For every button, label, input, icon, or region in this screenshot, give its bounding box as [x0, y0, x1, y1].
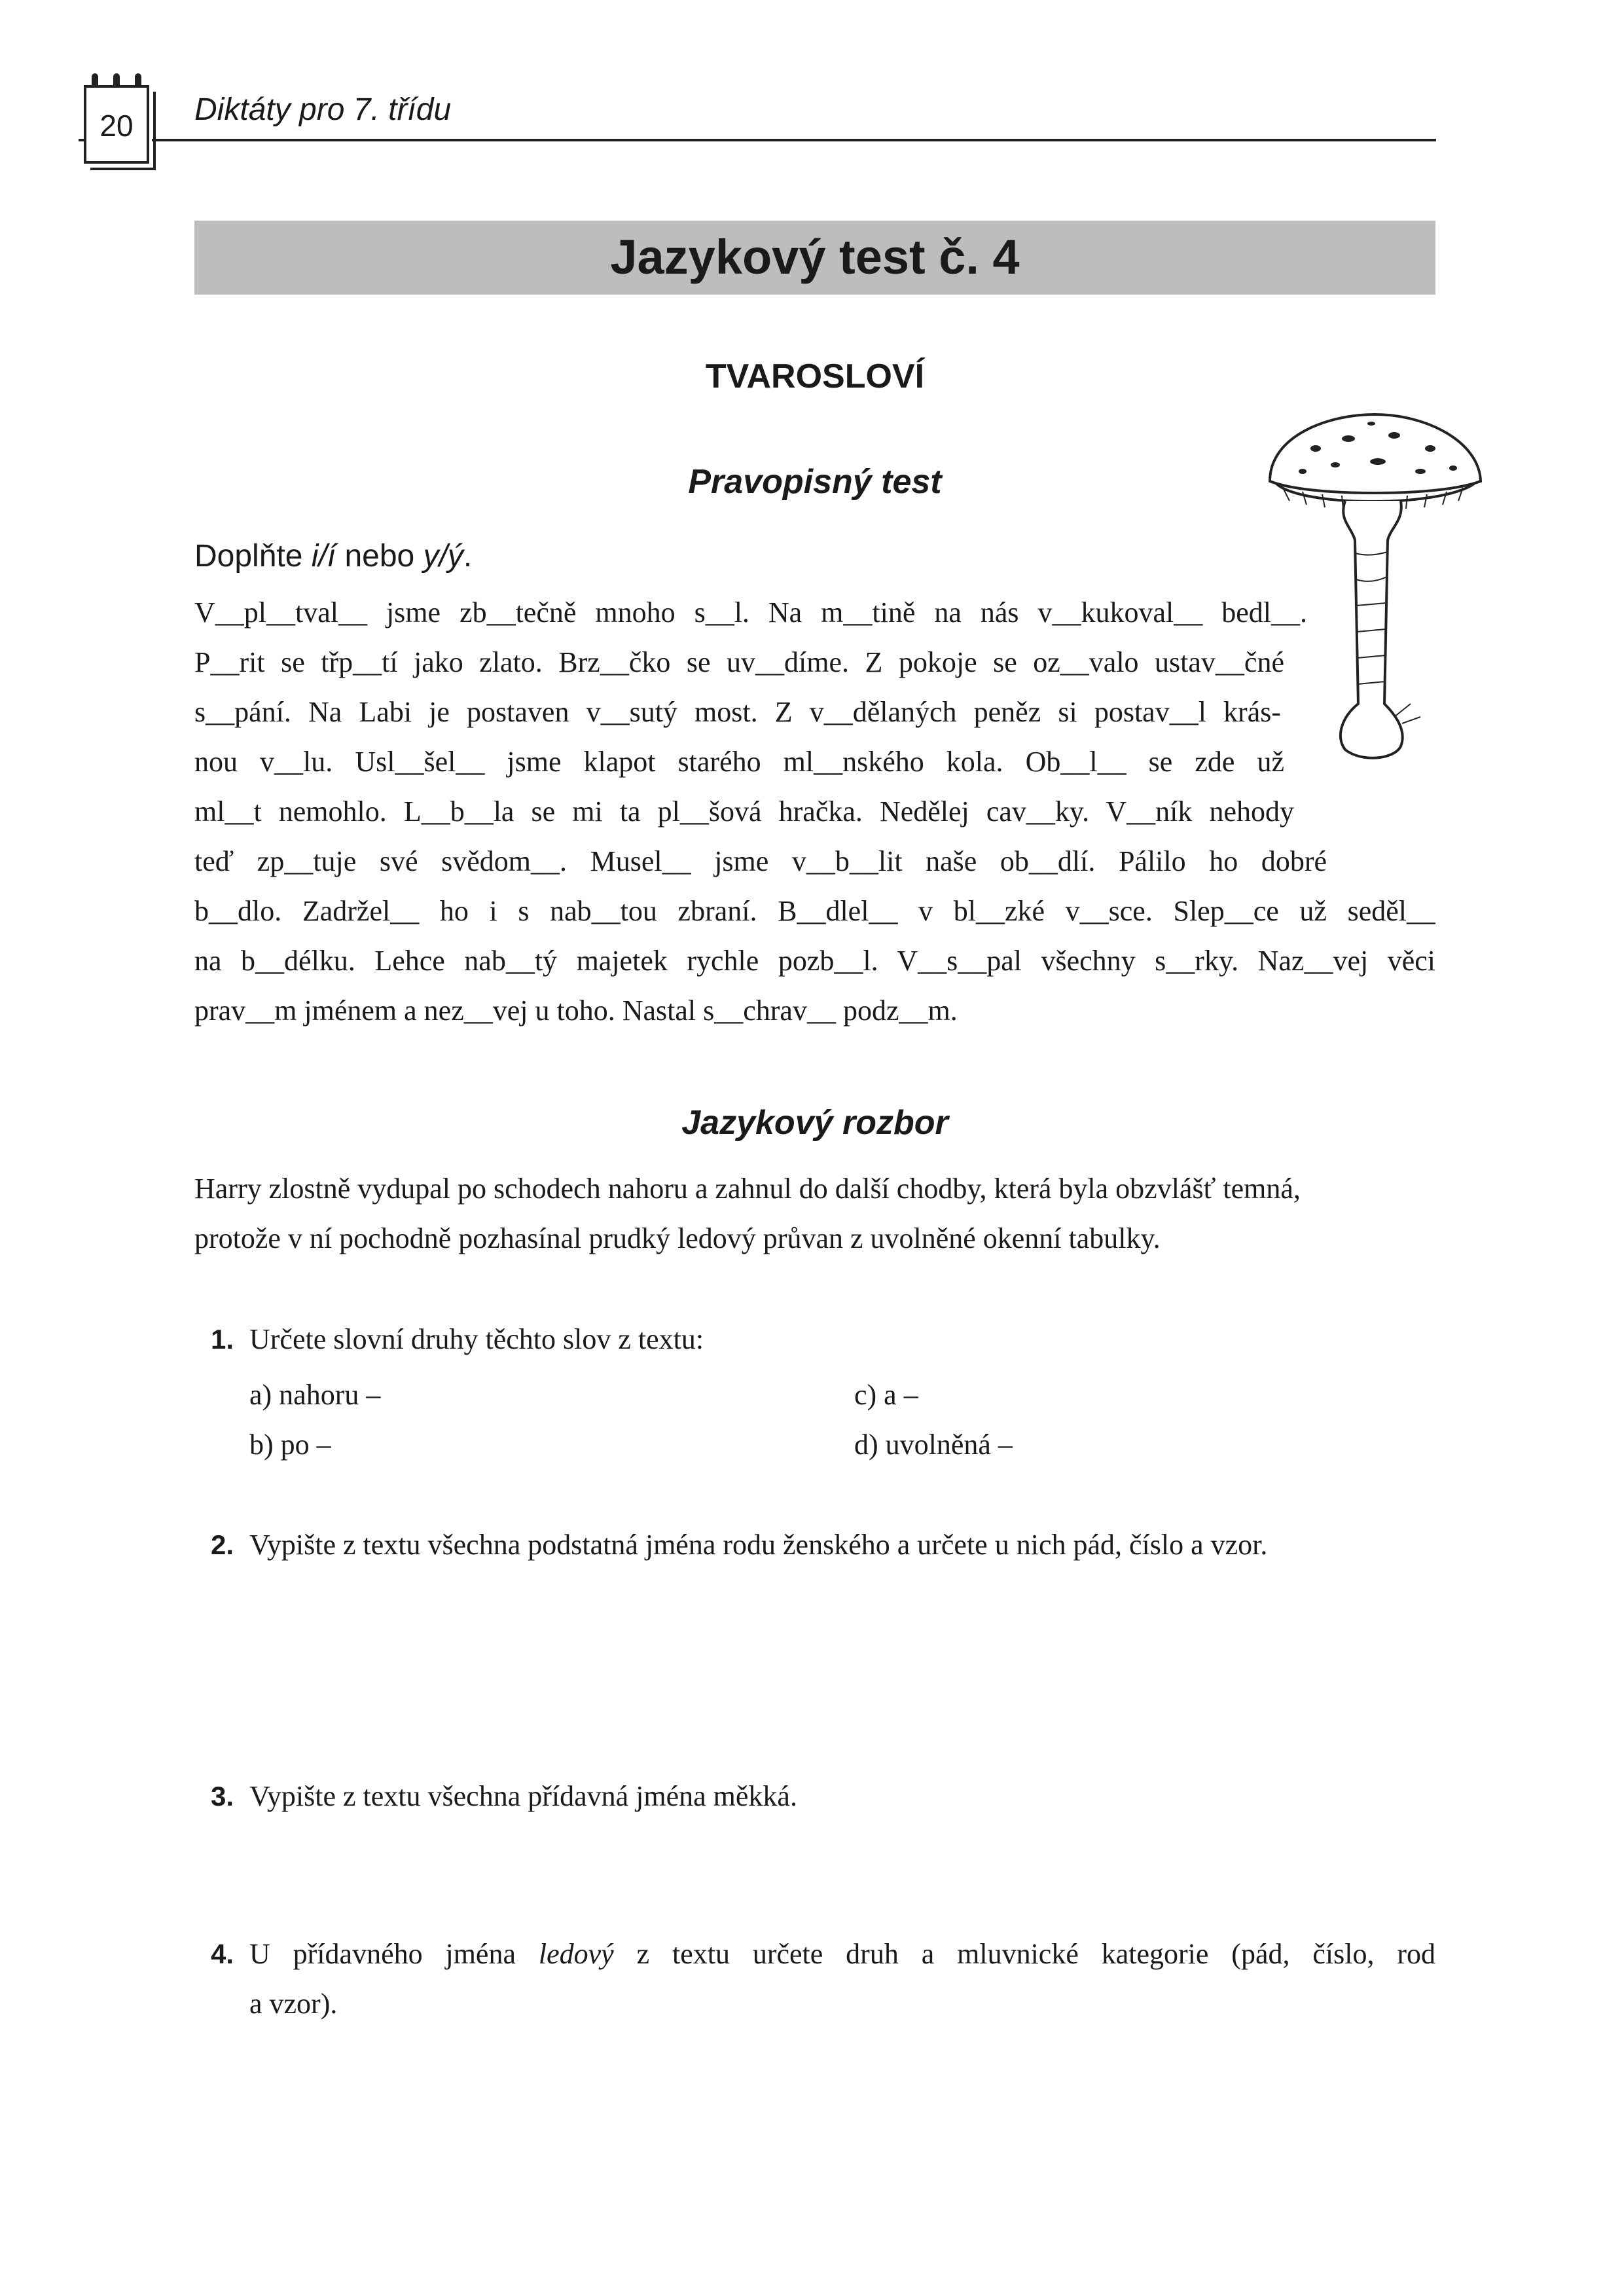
- page-title: Jazykový test č. 4: [610, 230, 1020, 284]
- answer-item: a) nahoru –: [249, 1379, 381, 1411]
- exercise-line: teď zp__tuje své svědom__. Musel__ jsme v__b__lit naše ob__dlí. Pálilo ho dobré: [194, 845, 1327, 877]
- question-text: U přídavného jména ledový z textu určete druh a mluvnické kategorie (pád, číslo, rod: [249, 1938, 1436, 1970]
- analysis-heading: Jazykový rozbor: [681, 1104, 948, 1142]
- question-text: Vypište z textu všechna podstatná jména rodu ženského a určete u nich pád, číslo a vzor.: [249, 1529, 1268, 1561]
- running-title: Diktáty pro 7. třídu: [194, 92, 452, 127]
- exercise-line: prav__m jménem a nez__vej u toho. Nastal s__chrav__ podz__m.: [194, 994, 958, 1027]
- question-number: 1.: [211, 1324, 234, 1355]
- spelling-test-heading: Pravopisný test: [688, 463, 942, 501]
- exercise-line: P__rit se třp__tí jako zlato. Brz__čko se uv__díme. Z pokoje se oz__valo ustav__čné: [194, 646, 1284, 678]
- exercise-line: s__pání. Na Labi je postaven v__sutý most. Z v__dělaných peněz si postav__l krás-: [194, 696, 1281, 728]
- analysis-text-line: protože v ní pochodně pozhasínal prudký ledový průvan z uvolněné okenní tabulky.: [194, 1222, 1161, 1254]
- answer-item: c) a –: [854, 1379, 918, 1411]
- question-text-continued: a vzor).: [249, 1988, 338, 2020]
- answer-item: b) po –: [249, 1429, 331, 1461]
- exercise-line: b__dlo. Zadržel__ ho i s nab__tou zbraní. B__dlel__ v bl__zké v__sce. Slep__ce už seděl__: [194, 895, 1435, 927]
- exercise-line: V__pl__tval__ jsme zb__tečně mnoho s__l. Na m__tině na nás v__kukoval__ bedl__.: [194, 596, 1307, 629]
- page-number: 20: [99, 109, 134, 143]
- question-number: 3.: [211, 1781, 234, 1812]
- mushroom-illustration: [1263, 409, 1486, 776]
- exercise-line: ml__t nemohlo. L__b__la se mi ta pl__šová hračka. Nedělej cav__ky. V__ník nehody: [194, 795, 1294, 828]
- instruction: Doplňte i/í nebo y/ý.: [194, 539, 473, 574]
- question-text: Určete slovní druhy těchto slov z textu:: [249, 1323, 704, 1355]
- section-heading: TVAROSLOVÍ: [705, 357, 925, 395]
- exercise-line: na b__délku. Lehce nab__tý majetek rychle pozb__l. V__s__pal všechny s__rky. Naz__vej věci: [194, 945, 1435, 977]
- analysis-text-line: Harry zlostně vydupal po schodech nahoru a zahnul do další chodby, která byla obzvlášť temná,: [194, 1173, 1301, 1205]
- answer-item: d) uvolněná –: [854, 1429, 1013, 1461]
- header-rule-left: [79, 139, 85, 141]
- exercise-line: nou v__lu. Usl__šel__ jsme klapot starého ml__nského kola. Ob__l__ se zde už: [194, 746, 1284, 778]
- question-number: 2.: [211, 1529, 234, 1560]
- question-number: 4.: [211, 1939, 234, 1969]
- header-rule: [152, 139, 1436, 141]
- question-text: Vypište z textu všechna přídavná jména měkká.: [249, 1780, 797, 1812]
